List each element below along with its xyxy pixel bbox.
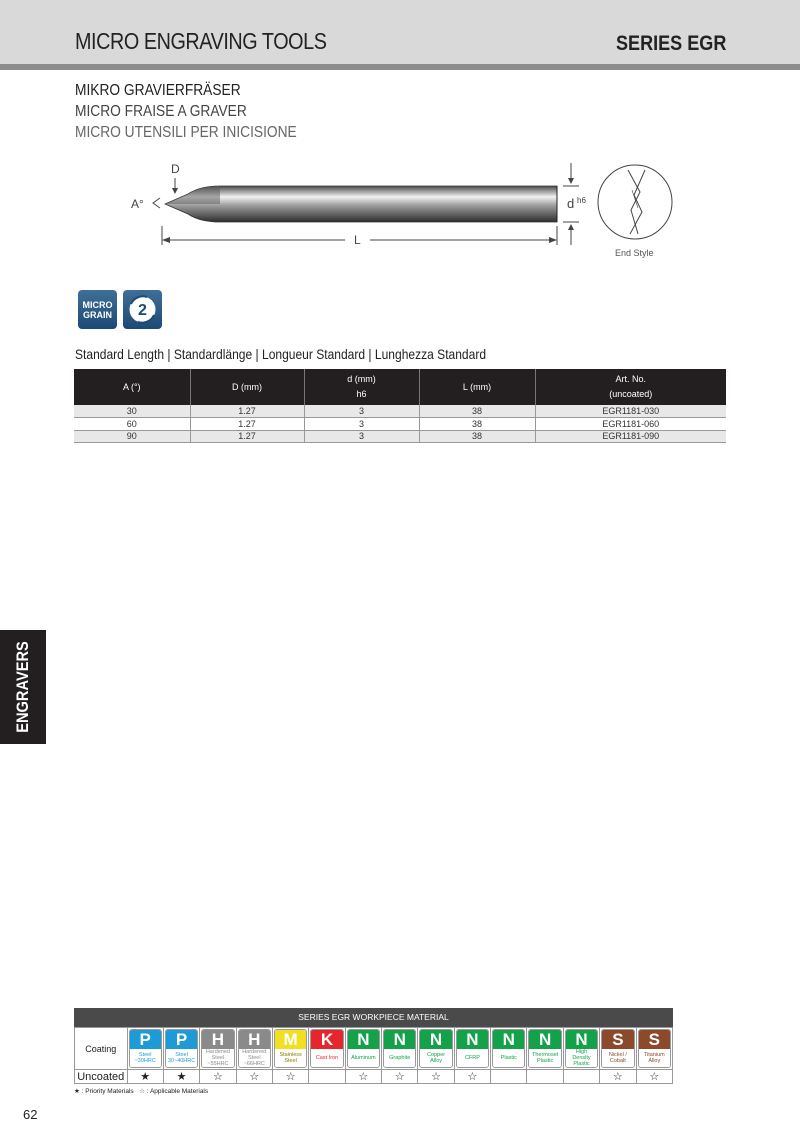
cell-D: 1.27 bbox=[190, 430, 304, 443]
material-letter: K bbox=[311, 1030, 342, 1049]
material-cell bbox=[163, 1028, 199, 1070]
material-cell bbox=[200, 1028, 236, 1070]
material-cell bbox=[382, 1028, 418, 1070]
rating-cell: ☆ bbox=[454, 1070, 490, 1084]
micro-grain-line2: GRAIN bbox=[83, 310, 112, 320]
table-row bbox=[74, 405, 726, 418]
material-name: Thermoset Plastic bbox=[529, 1049, 560, 1067]
rating-cell: ☆ bbox=[272, 1070, 308, 1084]
spec-table-header bbox=[74, 369, 726, 405]
material-name: Stainless Steel bbox=[275, 1049, 306, 1067]
cell-L: 38 bbox=[419, 418, 535, 431]
subtitle-group bbox=[75, 80, 333, 143]
label-D: D bbox=[171, 162, 180, 176]
material-letter: N bbox=[457, 1030, 488, 1049]
material-cell bbox=[636, 1028, 672, 1070]
material-cell bbox=[309, 1028, 345, 1070]
spec-table bbox=[74, 369, 726, 443]
material-cell bbox=[454, 1028, 490, 1070]
material-cell bbox=[491, 1028, 527, 1070]
material-tile bbox=[419, 1029, 452, 1068]
section-title: Standard Length | Standardlänge | Longueur Standard | Lunghezza Standard bbox=[75, 346, 487, 362]
rating-cell: ★ bbox=[163, 1070, 199, 1084]
cell-art: EGR1181-060 bbox=[535, 418, 726, 431]
page-number: 62 bbox=[23, 1107, 38, 1122]
workpiece-material-panel bbox=[74, 1008, 673, 1095]
material-tile bbox=[201, 1029, 234, 1068]
rating-cell: ★ bbox=[127, 1070, 163, 1084]
material-tile bbox=[565, 1029, 598, 1068]
cell-a: 30 bbox=[74, 405, 190, 418]
rating-cell: ☆ bbox=[636, 1070, 672, 1084]
rating-cell: ☆ bbox=[600, 1070, 636, 1084]
micro-grain-line1: MICRO bbox=[82, 300, 113, 310]
cell-L: 38 bbox=[419, 405, 535, 418]
col-header-d-line1: d (mm) bbox=[347, 374, 376, 384]
material-name: Steel ~30HRC bbox=[130, 1049, 161, 1067]
material-tile bbox=[492, 1029, 525, 1068]
rating-cell: ☆ bbox=[236, 1070, 272, 1084]
material-letter: N bbox=[384, 1030, 415, 1049]
material-name: Aluminum bbox=[348, 1049, 379, 1067]
material-cell bbox=[418, 1028, 454, 1070]
uncoated-label: Uncoated bbox=[75, 1070, 128, 1084]
end-style-label: End Style bbox=[615, 248, 654, 258]
subtitle-it: MICRO UTENSILI PER INICISIONE bbox=[75, 124, 297, 141]
label-A: A° bbox=[131, 197, 144, 211]
material-name: CFRP bbox=[457, 1049, 488, 1067]
material-letter: N bbox=[493, 1030, 524, 1049]
material-letter: M bbox=[275, 1030, 306, 1049]
material-letter: N bbox=[529, 1030, 560, 1049]
rating-cell: ☆ bbox=[345, 1070, 381, 1084]
material-letter: N bbox=[348, 1030, 379, 1049]
tool-drawing bbox=[120, 150, 680, 265]
material-letter: P bbox=[130, 1030, 161, 1049]
cell-D: 1.27 bbox=[190, 405, 304, 418]
rating-cell bbox=[527, 1070, 563, 1084]
col-header-L: L (mm) bbox=[419, 369, 535, 405]
material-name: Cast Iron bbox=[311, 1049, 342, 1067]
material-name: Hardened Steel ~55HRC bbox=[202, 1049, 233, 1067]
section-side-tab bbox=[0, 630, 46, 744]
rating-cell bbox=[309, 1070, 345, 1084]
material-letter: P bbox=[166, 1030, 197, 1049]
material-tile bbox=[383, 1029, 416, 1068]
tool-body bbox=[165, 186, 557, 222]
material-tile bbox=[274, 1029, 307, 1068]
col-header-art bbox=[535, 369, 726, 405]
col-header-art-line2: (uncoated) bbox=[609, 389, 653, 399]
material-tile bbox=[238, 1029, 271, 1068]
side-tab-label: ENGRAVERS bbox=[13, 641, 32, 733]
material-tile bbox=[129, 1029, 162, 1068]
cell-d: 3 bbox=[304, 418, 419, 431]
legend bbox=[74, 1087, 673, 1095]
coating-label: Coating bbox=[75, 1028, 128, 1070]
label-d: d bbox=[567, 196, 575, 211]
col-header-a: A (°) bbox=[74, 369, 190, 405]
material-name: Titanium Alloy bbox=[639, 1049, 670, 1067]
legend-applicable: ☆ : Applicable Materials bbox=[139, 1088, 209, 1095]
table-row bbox=[74, 418, 726, 431]
material-tile bbox=[528, 1029, 561, 1068]
cell-L: 38 bbox=[419, 430, 535, 443]
table-row bbox=[74, 430, 726, 443]
rating-cell bbox=[491, 1070, 527, 1084]
rating-cell bbox=[563, 1070, 599, 1084]
material-letter: N bbox=[420, 1030, 451, 1049]
material-name: Nickel / Cobalt bbox=[602, 1049, 633, 1067]
material-name: Graphite bbox=[384, 1049, 415, 1067]
material-name: Hardened Steel ~66HRC bbox=[239, 1049, 270, 1067]
material-letter: S bbox=[639, 1030, 670, 1049]
rating-cell: ☆ bbox=[200, 1070, 236, 1084]
rating-cell: ☆ bbox=[418, 1070, 454, 1084]
material-tile bbox=[347, 1029, 380, 1068]
cell-d: 3 bbox=[304, 430, 419, 443]
material-name: Steel 30~40HRC bbox=[166, 1049, 197, 1067]
col-header-D: D (mm) bbox=[190, 369, 304, 405]
cell-art: EGR1181-030 bbox=[535, 405, 726, 418]
flute-count: 2 bbox=[138, 302, 147, 319]
subtitle-fr: MICRO FRAISE A GRAVER bbox=[75, 103, 247, 120]
legend-priority: ★ : Priority Materials bbox=[74, 1088, 134, 1095]
label-L: L bbox=[354, 233, 361, 247]
material-name: Copper Alloy bbox=[420, 1049, 451, 1067]
rating-row bbox=[75, 1070, 673, 1084]
material-letter: H bbox=[202, 1030, 233, 1049]
material-cell bbox=[272, 1028, 308, 1070]
cell-d: 3 bbox=[304, 405, 419, 418]
material-tile bbox=[601, 1029, 634, 1068]
cell-D: 1.27 bbox=[190, 418, 304, 431]
series-title: SERIES EGR bbox=[615, 32, 726, 55]
workpiece-title: SERIES EGR WORKPIECE MATERIAL bbox=[74, 1008, 673, 1027]
cell-a: 90 bbox=[74, 430, 190, 443]
material-cell bbox=[527, 1028, 563, 1070]
flute-count-badge bbox=[123, 290, 162, 329]
col-header-art-line1: Art. No. bbox=[615, 374, 646, 384]
cell-art: EGR1181-090 bbox=[535, 430, 726, 443]
page-title: MICRO ENGRAVING TOOLS bbox=[75, 28, 327, 54]
material-cell bbox=[127, 1028, 163, 1070]
material-cell bbox=[563, 1028, 599, 1070]
flute-icon bbox=[123, 290, 162, 329]
material-tile bbox=[638, 1029, 671, 1068]
material-cell bbox=[345, 1028, 381, 1070]
header-divider bbox=[0, 64, 800, 70]
material-name: Plastic bbox=[493, 1049, 524, 1067]
material-tile bbox=[456, 1029, 489, 1068]
material-cell bbox=[600, 1028, 636, 1070]
col-header-d bbox=[304, 369, 419, 405]
material-letter: N bbox=[566, 1030, 597, 1049]
workpiece-table bbox=[74, 1027, 673, 1084]
rating-cell: ☆ bbox=[382, 1070, 418, 1084]
material-tile bbox=[165, 1029, 198, 1068]
subtitle-de: MIKRO GRAVIERFRÄSER bbox=[75, 82, 241, 99]
cell-a: 60 bbox=[74, 418, 190, 431]
material-letter: S bbox=[602, 1030, 633, 1049]
micro-grain-badge bbox=[78, 290, 117, 329]
material-tile bbox=[310, 1029, 343, 1068]
label-h6: h6 bbox=[577, 196, 586, 205]
material-cell bbox=[236, 1028, 272, 1070]
material-row bbox=[75, 1028, 673, 1070]
material-name: High Density Plastic bbox=[566, 1049, 597, 1067]
material-letter: H bbox=[239, 1030, 270, 1049]
col-header-d-line2: h6 bbox=[356, 389, 367, 399]
